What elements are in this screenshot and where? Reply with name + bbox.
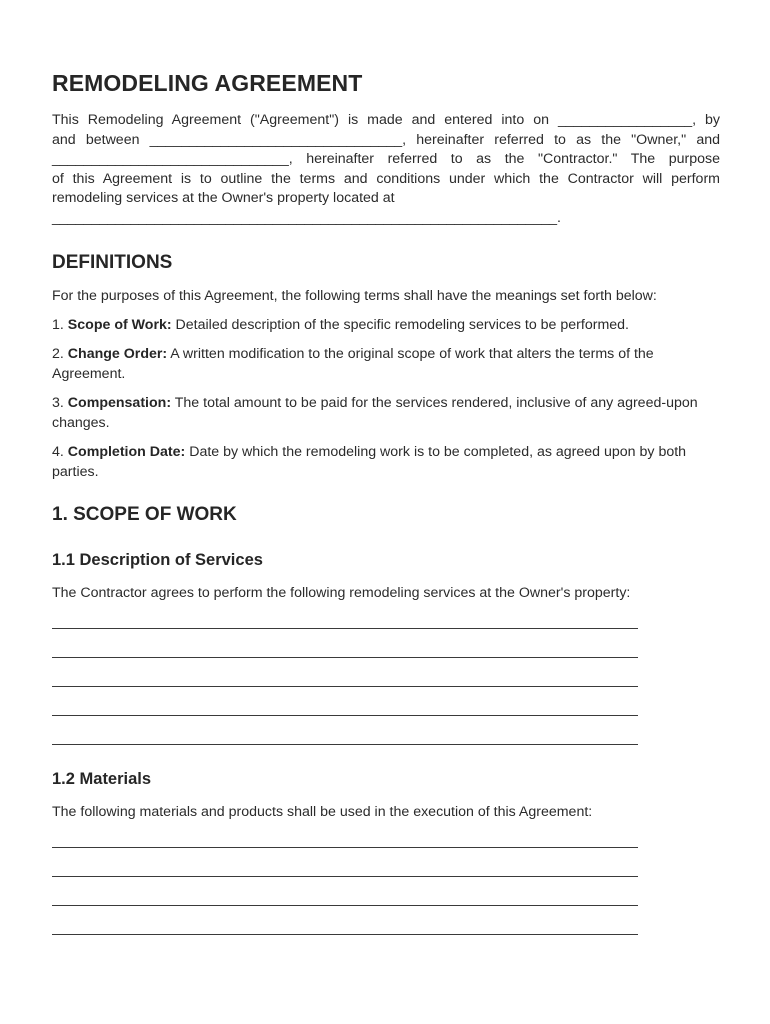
definition-text: Detailed description of the specific remodeling services to be performed. xyxy=(175,317,629,333)
definition-term: Change Order: xyxy=(67,346,168,362)
intro-line: ______________________________, hereinafter referred to as the "Contractor." The purpose xyxy=(52,151,720,168)
definition-number: 3. xyxy=(52,395,64,411)
services-blank-line[interactable] xyxy=(52,744,638,745)
materials-blank-line[interactable] xyxy=(52,934,638,935)
materials-blank-line[interactable] xyxy=(52,847,638,848)
definitions-lead: For the purposes of this Agreement, the following terms shall have the meanings set forth below: xyxy=(52,288,657,304)
materials-heading: 1.2 Materials xyxy=(52,770,152,788)
intro-line: of this Agreement is to outline the terms and conditions under which the Contractor will perform xyxy=(52,170,720,187)
intro-paragraph xyxy=(52,111,720,229)
description-of-services-text: The Contractor agrees to perform the following remodeling services at the Owner's property: xyxy=(52,585,631,601)
definition-text: A written modification to the original scope of work that alters the terms of the Agreement. xyxy=(52,346,654,382)
definition-item xyxy=(52,345,712,384)
services-blank-line[interactable] xyxy=(52,686,638,687)
definition-term: Compensation: xyxy=(67,395,172,411)
definition-term: Completion Date: xyxy=(67,444,186,460)
intro-line: ________________________________________________________________. xyxy=(52,209,561,226)
description-of-services-heading: 1.1 Description of Services xyxy=(52,551,263,569)
intro-line: and between ________________________________, hereinafter referred to as the "Owner," and xyxy=(52,131,720,148)
definition-item xyxy=(52,316,712,336)
materials-blank-line[interactable] xyxy=(52,905,638,906)
definition-text: The total amount to be paid for the services rendered, inclusive of any agreed-upon changes. xyxy=(52,395,698,431)
services-blank-line[interactable] xyxy=(52,628,638,629)
scope-heading: 1. SCOPE OF WORK xyxy=(52,504,237,525)
definition-item xyxy=(52,443,712,482)
definition-number: 2. xyxy=(52,346,64,362)
materials-text: The following materials and products shall be used in the execution of this Agreement: xyxy=(52,804,593,820)
definitions-heading: DEFINITIONS xyxy=(52,252,173,273)
document-title: REMODELING AGREEMENT xyxy=(52,70,363,96)
intro-line: remodeling services at the Owner's property located at xyxy=(52,190,395,207)
definition-number: 1. xyxy=(52,317,64,333)
definition-text: Date by which the remodeling work is to be completed, as agreed upon by both parties. xyxy=(52,444,687,480)
services-blank-line[interactable] xyxy=(52,657,638,658)
materials-blank-line[interactable] xyxy=(52,876,638,877)
services-blank-line[interactable] xyxy=(52,715,638,716)
definition-number: 4. xyxy=(52,444,64,460)
intro-line: This Remodeling Agreement ("Agreement") is made and entered into on _________________, by xyxy=(52,112,720,128)
definition-term: Scope of Work: xyxy=(67,317,172,333)
definition-item xyxy=(52,394,712,433)
